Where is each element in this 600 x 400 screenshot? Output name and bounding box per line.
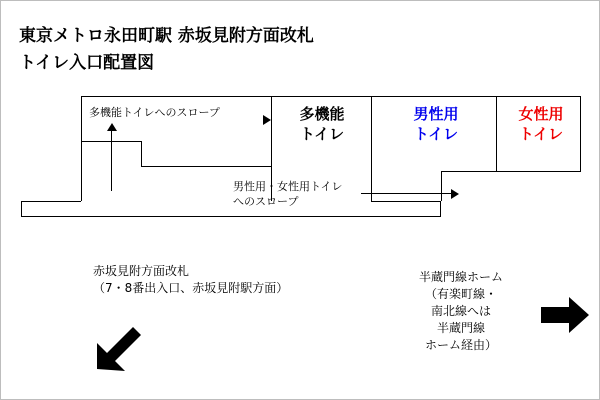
room-label-mens-line1: 男性用 (413, 105, 459, 123)
arrow-right-icon-slope-mens-womens (451, 189, 459, 199)
room-label-multipurpose-line2: トイレ (299, 125, 345, 143)
wall-left-inner (81, 96, 82, 201)
arrow-right-icon-hanzomon (541, 295, 591, 335)
wall-corridor-top-right (371, 201, 441, 202)
wall-right (580, 96, 581, 171)
arrow-down-left-icon (93, 321, 149, 373)
partition-mens-womens (496, 96, 497, 171)
legend-right (401, 269, 521, 354)
legend-right-line2: （有楽町線・ (424, 287, 497, 301)
room-label-mens (381, 104, 491, 144)
legend-right-line5: ホーム経由） (424, 338, 497, 352)
arrow-right-icon-slope-multipurpose (263, 115, 271, 125)
wall-bottom-right (441, 171, 581, 172)
legend-left (93, 263, 288, 297)
room-label-multipurpose (281, 104, 363, 144)
arrow-up-icon-corridor (107, 123, 117, 131)
slope-corridor-vert (141, 141, 142, 166)
room-label-multipurpose-line1: 多機能 (299, 105, 345, 123)
room-label-womens-line1: 女性用 (518, 105, 564, 123)
wall-bottom-corridor (21, 216, 441, 217)
wall-left-stub (21, 201, 81, 202)
label-slope-to-mens-womens-line2: へのスロープ (233, 195, 299, 208)
wall-step-right (441, 171, 442, 201)
arrow-shaft-up (111, 129, 112, 191)
legend-right-line3: 南北線へは (430, 304, 491, 318)
label-slope-to-mens-womens-line1: 男性用・女性用トイレ (233, 180, 343, 193)
room-label-mens-line2: トイレ (413, 125, 459, 143)
legend-right-line4: 半蔵門線 (436, 321, 485, 335)
legend-left-line1: 赤坂見附方面改札 (93, 264, 190, 278)
wall-top (81, 96, 581, 97)
page-title-line1: 東京メトロ永田町駅 赤坂見附方面改札 (19, 26, 314, 46)
partition-multipurpose-mens (371, 96, 372, 201)
slope-corridor-bottom (141, 166, 271, 167)
legend-right-line1: 半蔵門線ホーム (418, 270, 503, 284)
label-slope-to-multipurpose: 多機能トイレへのスロープ (89, 106, 220, 119)
arrow-shaft-right-mw (361, 193, 453, 194)
wall-left-outer (21, 201, 22, 217)
room-label-womens (506, 104, 576, 144)
legend-left-line2: （7・8番出入口、赤坂見附駅方面） (93, 281, 289, 295)
page-title-line2: トイレ入口配置図 (19, 53, 155, 73)
wall-corridor-right-end (440, 201, 441, 217)
room-label-womens-line2: トイレ (518, 125, 564, 143)
